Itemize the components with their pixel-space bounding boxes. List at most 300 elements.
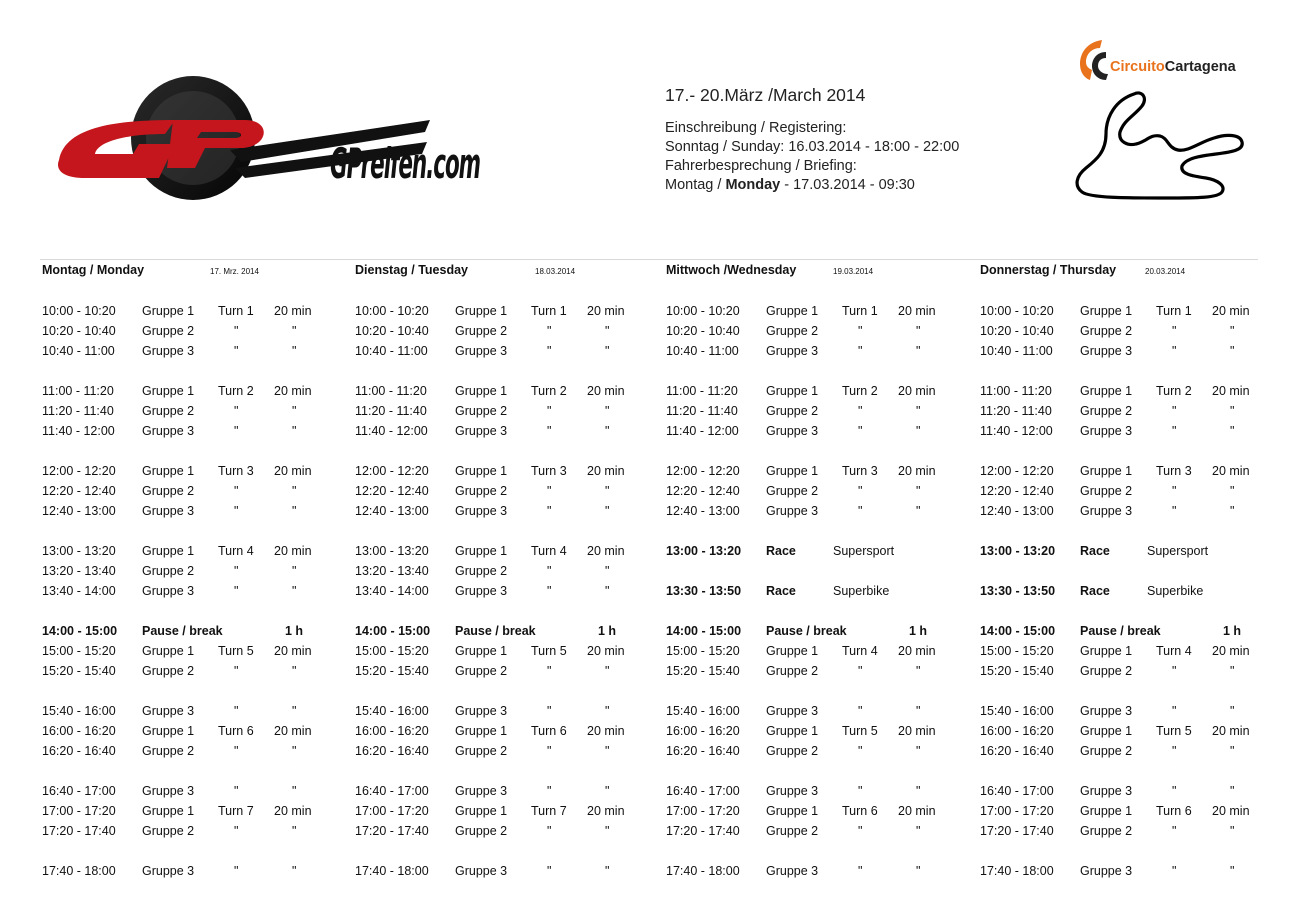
day-header xyxy=(666,263,966,279)
ditto-mark: " xyxy=(858,744,863,758)
slot-group: Gruppe 2 xyxy=(455,824,508,838)
ditto-mark: " xyxy=(605,784,610,798)
header-divider xyxy=(40,259,1258,260)
slot-group: Gruppe 3 xyxy=(1080,344,1133,358)
schedule-row xyxy=(980,644,1280,662)
ditto-mark: " xyxy=(234,324,239,338)
slot-time: 11:40 - 12:00 xyxy=(980,424,1053,438)
ditto-mark: " xyxy=(1230,664,1235,678)
schedule-row xyxy=(666,544,966,562)
slot-group: Gruppe 2 xyxy=(142,664,195,678)
cc-logo-word2: Cartagena xyxy=(1164,59,1236,75)
slot-group: Gruppe 1 xyxy=(142,804,195,818)
slot-group: Gruppe 1 xyxy=(455,304,508,318)
registration-time: Sonntag / Sunday: 16.03.2014 - 18:00 - 22:00 xyxy=(665,139,960,155)
schedule-row xyxy=(42,744,342,762)
slot-time: 17:40 - 18:00 xyxy=(355,864,429,878)
ditto-mark: " xyxy=(858,824,863,838)
slot-duration: 20 min xyxy=(898,804,936,818)
slot-duration: 20 min xyxy=(274,544,312,558)
day-name: Donnerstag / Thursday xyxy=(980,263,1117,277)
slot-time: 10:40 - 11:00 xyxy=(355,344,428,358)
ditto-mark: " xyxy=(605,564,610,578)
ditto-mark: " xyxy=(1230,324,1235,338)
slot-time: 11:20 - 11:40 xyxy=(666,404,738,418)
ditto-mark: " xyxy=(1230,784,1235,798)
break-time: 14:00 - 15:00 xyxy=(42,624,118,638)
schedule-row xyxy=(355,584,655,602)
schedule-row xyxy=(980,304,1280,322)
slot-time: 12:20 - 12:40 xyxy=(42,484,116,498)
ditto-mark: " xyxy=(605,324,610,338)
slot-time: 17:20 - 17:40 xyxy=(666,824,740,838)
slot-group: Gruppe 2 xyxy=(1080,664,1133,678)
slot-turn: Turn 6 xyxy=(1156,804,1192,818)
slot-group: Gruppe 1 xyxy=(766,384,819,398)
ditto-mark: " xyxy=(547,864,552,878)
ditto-mark: " xyxy=(547,744,552,758)
slot-group: Gruppe 3 xyxy=(766,504,819,518)
slot-group: Gruppe 3 xyxy=(766,784,819,798)
event-info xyxy=(665,86,959,195)
slot-group: Gruppe 1 xyxy=(142,544,195,558)
slot-group: Gruppe 3 xyxy=(455,504,508,518)
ditto-mark: " xyxy=(547,344,552,358)
ditto-mark: " xyxy=(234,344,239,358)
slot-time: 12:20 - 12:40 xyxy=(355,484,429,498)
schedule-row xyxy=(980,384,1280,402)
ditto-mark: " xyxy=(916,704,921,718)
slot-duration: 20 min xyxy=(587,804,625,818)
slot-time: 12:00 - 12:20 xyxy=(42,464,116,478)
slot-turn: Turn 2 xyxy=(1156,384,1192,398)
schedule-row xyxy=(355,644,655,662)
slot-group: Gruppe 1 xyxy=(766,724,819,738)
schedule-row xyxy=(42,804,342,822)
break-duration: 1 h xyxy=(909,624,928,638)
circuito-cartagena-logo xyxy=(1076,38,1251,208)
slot-group: Gruppe 2 xyxy=(142,824,195,838)
slot-group: Gruppe 2 xyxy=(142,564,195,578)
schedule-row xyxy=(355,724,655,742)
slot-turn: Turn 2 xyxy=(842,384,878,398)
slot-group: Gruppe 2 xyxy=(1080,404,1133,418)
slot-group: Gruppe 3 xyxy=(1080,864,1133,878)
ditto-mark: " xyxy=(292,324,297,338)
slot-group: Gruppe 1 xyxy=(1080,724,1133,738)
slot-group: Gruppe 1 xyxy=(455,644,508,658)
schedule-row xyxy=(980,744,1280,762)
slot-time: 15:20 - 15:40 xyxy=(980,664,1054,678)
schedule-row xyxy=(980,344,1280,362)
slot-time: 15:20 - 15:40 xyxy=(666,664,740,678)
schedule-row xyxy=(980,804,1280,822)
cc-logo-word1: Circuito xyxy=(1110,59,1165,75)
schedule-row xyxy=(355,564,655,582)
ditto-mark: " xyxy=(292,344,297,358)
slot-turn: Turn 3 xyxy=(842,464,878,478)
slot-duration: 20 min xyxy=(898,304,936,318)
slot-group: Gruppe 3 xyxy=(142,784,195,798)
slot-time: 17:20 - 17:40 xyxy=(980,824,1054,838)
slot-group: Gruppe 3 xyxy=(1080,424,1133,438)
slot-group: Gruppe 3 xyxy=(766,344,819,358)
break-label: Pause / break xyxy=(1080,624,1161,638)
slot-time: 11:20 - 11:40 xyxy=(42,404,114,418)
slot-time: 10:00 - 10:20 xyxy=(355,304,429,318)
ditto-mark: " xyxy=(547,584,552,598)
ditto-mark: " xyxy=(234,504,239,518)
day-date: 17. Mrz. 2014 xyxy=(210,267,259,276)
slot-turn: Turn 7 xyxy=(218,804,254,818)
slot-time: 16:00 - 16:20 xyxy=(42,724,116,738)
ditto-mark: " xyxy=(547,784,552,798)
schedule-row xyxy=(42,644,342,662)
ditto-mark: " xyxy=(858,664,863,678)
day-name: Montag / Monday xyxy=(42,263,145,277)
slot-duration: 20 min xyxy=(274,724,312,738)
schedule-row xyxy=(355,504,655,522)
slot-turn: Turn 4 xyxy=(218,544,254,558)
schedule-row xyxy=(666,384,966,402)
slot-duration: 20 min xyxy=(1212,644,1250,658)
ditto-mark: " xyxy=(1172,864,1177,878)
schedule-row xyxy=(42,504,342,522)
ditto-mark: " xyxy=(858,484,863,498)
slot-duration: 20 min xyxy=(898,724,936,738)
slot-time: 16:00 - 16:20 xyxy=(355,724,429,738)
schedule-row xyxy=(980,724,1280,742)
day-date: 18.03.2014 xyxy=(535,267,576,276)
slot-time: 16:00 - 16:20 xyxy=(666,724,740,738)
schedule-row xyxy=(355,864,655,882)
slot-group: Gruppe 2 xyxy=(766,824,819,838)
slot-time: 10:20 - 10:40 xyxy=(42,324,116,338)
slot-time: 11:00 - 11:20 xyxy=(666,384,738,398)
ditto-mark: " xyxy=(605,504,610,518)
break-time: 14:00 - 15:00 xyxy=(666,624,742,638)
slot-time: 13:20 - 13:40 xyxy=(42,564,116,578)
ditto-mark: " xyxy=(1230,424,1235,438)
ditto-mark: " xyxy=(234,424,239,438)
schedule-row xyxy=(42,624,342,642)
race-time: 13:00 - 13:20 xyxy=(666,544,742,558)
slot-duration: 20 min xyxy=(898,464,936,478)
ditto-mark: " xyxy=(234,744,239,758)
break-time: 14:00 - 15:00 xyxy=(980,624,1056,638)
slot-time: 12:40 - 13:00 xyxy=(980,504,1054,518)
ditto-mark: " xyxy=(292,484,297,498)
slot-time: 10:00 - 10:20 xyxy=(666,304,740,318)
ditto-mark: " xyxy=(1230,404,1235,418)
schedule-row xyxy=(666,784,966,802)
gp-logo-wordmark: GPreifen.com xyxy=(330,139,481,188)
slot-time: 10:20 - 10:40 xyxy=(980,324,1054,338)
ditto-mark: " xyxy=(547,404,552,418)
schedule-row xyxy=(355,744,655,762)
slot-group: Gruppe 1 xyxy=(1080,304,1133,318)
ditto-mark: " xyxy=(234,824,239,838)
slot-time: 15:00 - 15:20 xyxy=(355,644,429,658)
slot-duration: 20 min xyxy=(1212,804,1250,818)
slot-time: 11:20 - 11:40 xyxy=(980,404,1052,418)
ditto-mark: " xyxy=(605,744,610,758)
schedule-row xyxy=(42,344,342,362)
slot-duration: 20 min xyxy=(587,544,625,558)
slot-duration: 20 min xyxy=(274,804,312,818)
briefing-label: Fahrerbesprechung / Briefing: xyxy=(665,158,857,174)
registration-label: Einschreibung / Registering: xyxy=(665,120,847,136)
slot-duration: 20 min xyxy=(587,464,625,478)
schedule-row xyxy=(355,664,655,682)
break-duration: 1 h xyxy=(598,624,617,638)
schedule-row xyxy=(980,504,1280,522)
slot-turn: Turn 1 xyxy=(1156,304,1192,318)
slot-time: 12:00 - 12:20 xyxy=(355,464,429,478)
slot-group: Gruppe 3 xyxy=(142,344,195,358)
ditto-mark: " xyxy=(292,424,297,438)
slot-time: 11:40 - 12:00 xyxy=(355,424,428,438)
ditto-mark: " xyxy=(234,864,239,878)
slot-duration: 20 min xyxy=(1212,304,1250,318)
slot-duration: 20 min xyxy=(1212,384,1250,398)
slot-time: 17:00 - 17:20 xyxy=(666,804,740,818)
slot-group: Gruppe 1 xyxy=(1080,804,1133,818)
slot-turn: Turn 3 xyxy=(531,464,567,478)
slot-time: 16:20 - 16:40 xyxy=(980,744,1054,758)
slot-turn: Turn 5 xyxy=(531,644,567,658)
slot-group: Gruppe 1 xyxy=(142,384,195,398)
slot-time: 17:00 - 17:20 xyxy=(980,804,1054,818)
ditto-mark: " xyxy=(1230,344,1235,358)
ditto-mark: " xyxy=(234,564,239,578)
slot-time: 17:40 - 18:00 xyxy=(42,864,116,878)
schedule-row xyxy=(980,784,1280,802)
ditto-mark: " xyxy=(605,704,610,718)
day-header xyxy=(42,263,342,279)
ditto-mark: " xyxy=(1230,484,1235,498)
schedule-row xyxy=(666,464,966,482)
slot-group: Gruppe 2 xyxy=(455,564,508,578)
slot-duration: 20 min xyxy=(898,384,936,398)
ditto-mark: " xyxy=(1172,824,1177,838)
ditto-mark: " xyxy=(1172,744,1177,758)
event-date-range: 17.- 20.März /March 2014 xyxy=(665,85,866,105)
schedule-row xyxy=(980,824,1280,842)
schedule-row xyxy=(355,404,655,422)
ditto-mark: " xyxy=(916,824,921,838)
slot-group: Gruppe 2 xyxy=(1080,324,1133,338)
schedule-row xyxy=(980,864,1280,882)
slot-time: 16:00 - 16:20 xyxy=(980,724,1054,738)
schedule-row xyxy=(666,644,966,662)
slot-time: 17:20 - 17:40 xyxy=(42,824,116,838)
slot-group: Gruppe 3 xyxy=(766,864,819,878)
slot-group: Gruppe 2 xyxy=(766,484,819,498)
slot-time: 15:00 - 15:20 xyxy=(42,644,116,658)
slot-time: 13:40 - 14:00 xyxy=(42,584,116,598)
slot-group: Gruppe 1 xyxy=(766,464,819,478)
schedule-row xyxy=(666,824,966,842)
briefing-rest: - 17.03.2014 - 09:30 xyxy=(780,177,915,193)
slot-turn: Turn 1 xyxy=(842,304,878,318)
ditto-mark: " xyxy=(292,664,297,678)
slot-time: 15:20 - 15:40 xyxy=(42,664,116,678)
day-name: Mittwoch /Wednesday xyxy=(666,263,797,277)
schedule-row xyxy=(980,664,1280,682)
ditto-mark: " xyxy=(916,484,921,498)
schedule-row xyxy=(355,784,655,802)
slot-group: Gruppe 1 xyxy=(142,304,195,318)
schedule-row xyxy=(42,384,342,402)
schedule-row xyxy=(666,484,966,502)
ditto-mark: " xyxy=(1230,864,1235,878)
ditto-mark: " xyxy=(858,704,863,718)
slot-time: 12:20 - 12:40 xyxy=(980,484,1054,498)
race-class: Superbike xyxy=(1147,584,1204,598)
slot-group: Gruppe 2 xyxy=(766,324,819,338)
ditto-mark: " xyxy=(605,484,610,498)
slot-duration: 20 min xyxy=(274,384,312,398)
ditto-mark: " xyxy=(292,564,297,578)
slot-time: 16:40 - 17:00 xyxy=(355,784,429,798)
slot-group: Gruppe 3 xyxy=(455,344,508,358)
slot-group: Gruppe 1 xyxy=(766,644,819,658)
slot-time: 17:00 - 17:20 xyxy=(42,804,116,818)
day-header xyxy=(355,263,655,279)
ditto-mark: " xyxy=(605,864,610,878)
slot-time: 17:40 - 18:00 xyxy=(666,864,740,878)
schedule-row xyxy=(666,864,966,882)
ditto-mark: " xyxy=(547,824,552,838)
ditto-mark: " xyxy=(605,404,610,418)
slot-duration: 20 min xyxy=(587,724,625,738)
slot-group: Gruppe 2 xyxy=(1080,824,1133,838)
ditto-mark: " xyxy=(547,424,552,438)
slot-duration: 20 min xyxy=(274,304,312,318)
slot-group: Gruppe 3 xyxy=(455,784,508,798)
schedule-row xyxy=(42,484,342,502)
slot-turn: Turn 3 xyxy=(1156,464,1192,478)
ditto-mark: " xyxy=(234,784,239,798)
slot-time: 13:00 - 13:20 xyxy=(355,544,429,558)
slot-turn: Turn 6 xyxy=(218,724,254,738)
race-label: Race xyxy=(766,544,796,558)
ditto-mark: " xyxy=(605,584,610,598)
ditto-mark: " xyxy=(234,404,239,418)
slot-time: 11:00 - 11:20 xyxy=(980,384,1052,398)
schedule-row xyxy=(355,704,655,722)
slot-time: 16:40 - 17:00 xyxy=(666,784,740,798)
slot-group: Gruppe 3 xyxy=(455,424,508,438)
slot-turn: Turn 6 xyxy=(842,804,878,818)
race-time: 13:00 - 13:20 xyxy=(980,544,1056,558)
schedule-row xyxy=(355,324,655,342)
schedule-row xyxy=(42,304,342,322)
schedule-row xyxy=(42,564,342,582)
ditto-mark: " xyxy=(916,864,921,878)
slot-group: Gruppe 2 xyxy=(455,664,508,678)
slot-group: Gruppe 2 xyxy=(455,324,508,338)
slot-group: Gruppe 3 xyxy=(142,584,195,598)
slot-group: Gruppe 3 xyxy=(142,864,195,878)
ditto-mark: " xyxy=(1172,404,1177,418)
slot-group: Gruppe 1 xyxy=(142,644,195,658)
schedule-row xyxy=(666,724,966,742)
ditto-mark: " xyxy=(292,504,297,518)
race-label: Race xyxy=(766,584,796,598)
schedule-row xyxy=(355,464,655,482)
ditto-mark: " xyxy=(234,664,239,678)
slot-turn: Turn 1 xyxy=(218,304,254,318)
slot-time: 16:20 - 16:40 xyxy=(355,744,429,758)
schedule-row xyxy=(355,804,655,822)
schedule-row xyxy=(42,544,342,562)
schedule-row xyxy=(355,304,655,322)
ditto-mark: " xyxy=(916,344,921,358)
schedule-row xyxy=(355,424,655,442)
slot-time: 12:00 - 12:20 xyxy=(980,464,1054,478)
slot-time: 16:20 - 16:40 xyxy=(666,744,740,758)
slot-group: Gruppe 1 xyxy=(455,724,508,738)
slot-group: Gruppe 2 xyxy=(1080,484,1133,498)
slot-duration: 20 min xyxy=(587,384,625,398)
slot-group: Gruppe 3 xyxy=(142,504,195,518)
slot-duration: 20 min xyxy=(1212,724,1250,738)
slot-group: Gruppe 3 xyxy=(142,704,195,718)
day-date: 19.03.2014 xyxy=(833,267,874,276)
break-label: Pause / break xyxy=(766,624,847,638)
break-label: Pause / break xyxy=(142,624,223,638)
svg-text:CircuitoCartagena xyxy=(1110,59,1237,75)
ditto-mark: " xyxy=(234,484,239,498)
slot-time: 10:00 - 10:20 xyxy=(980,304,1054,318)
briefing-day: Monday xyxy=(725,177,781,193)
slot-time: 12:40 - 13:00 xyxy=(42,504,116,518)
slot-turn: Turn 4 xyxy=(1156,644,1192,658)
slot-group: Gruppe 1 xyxy=(1080,464,1133,478)
slot-time: 11:40 - 12:00 xyxy=(42,424,115,438)
slot-turn: Turn 4 xyxy=(842,644,878,658)
slot-time: 15:40 - 16:00 xyxy=(42,704,116,718)
race-label: Race xyxy=(1080,544,1110,558)
day-header xyxy=(980,263,1280,279)
ditto-mark: " xyxy=(858,424,863,438)
race-label: Race xyxy=(1080,584,1110,598)
ditto-mark: " xyxy=(547,564,552,578)
schedule-row xyxy=(666,344,966,362)
ditto-mark: " xyxy=(1172,324,1177,338)
slot-group: Gruppe 1 xyxy=(455,384,508,398)
schedule-row xyxy=(666,804,966,822)
schedule-row xyxy=(666,324,966,342)
ditto-mark: " xyxy=(605,344,610,358)
slot-group: Gruppe 1 xyxy=(1080,644,1133,658)
ditto-mark: " xyxy=(547,704,552,718)
briefing-prefix: Montag / xyxy=(665,177,726,193)
slot-time: 12:40 - 13:00 xyxy=(355,504,429,518)
schedule-row xyxy=(666,704,966,722)
break-duration: 1 h xyxy=(285,624,304,638)
slot-group: Gruppe 1 xyxy=(766,304,819,318)
ditto-mark: " xyxy=(292,744,297,758)
ditto-mark: " xyxy=(916,744,921,758)
slot-group: Gruppe 2 xyxy=(766,744,819,758)
ditto-mark: " xyxy=(605,664,610,678)
schedule-row xyxy=(355,824,655,842)
ditto-mark: " xyxy=(1230,704,1235,718)
schedule-row xyxy=(355,344,655,362)
